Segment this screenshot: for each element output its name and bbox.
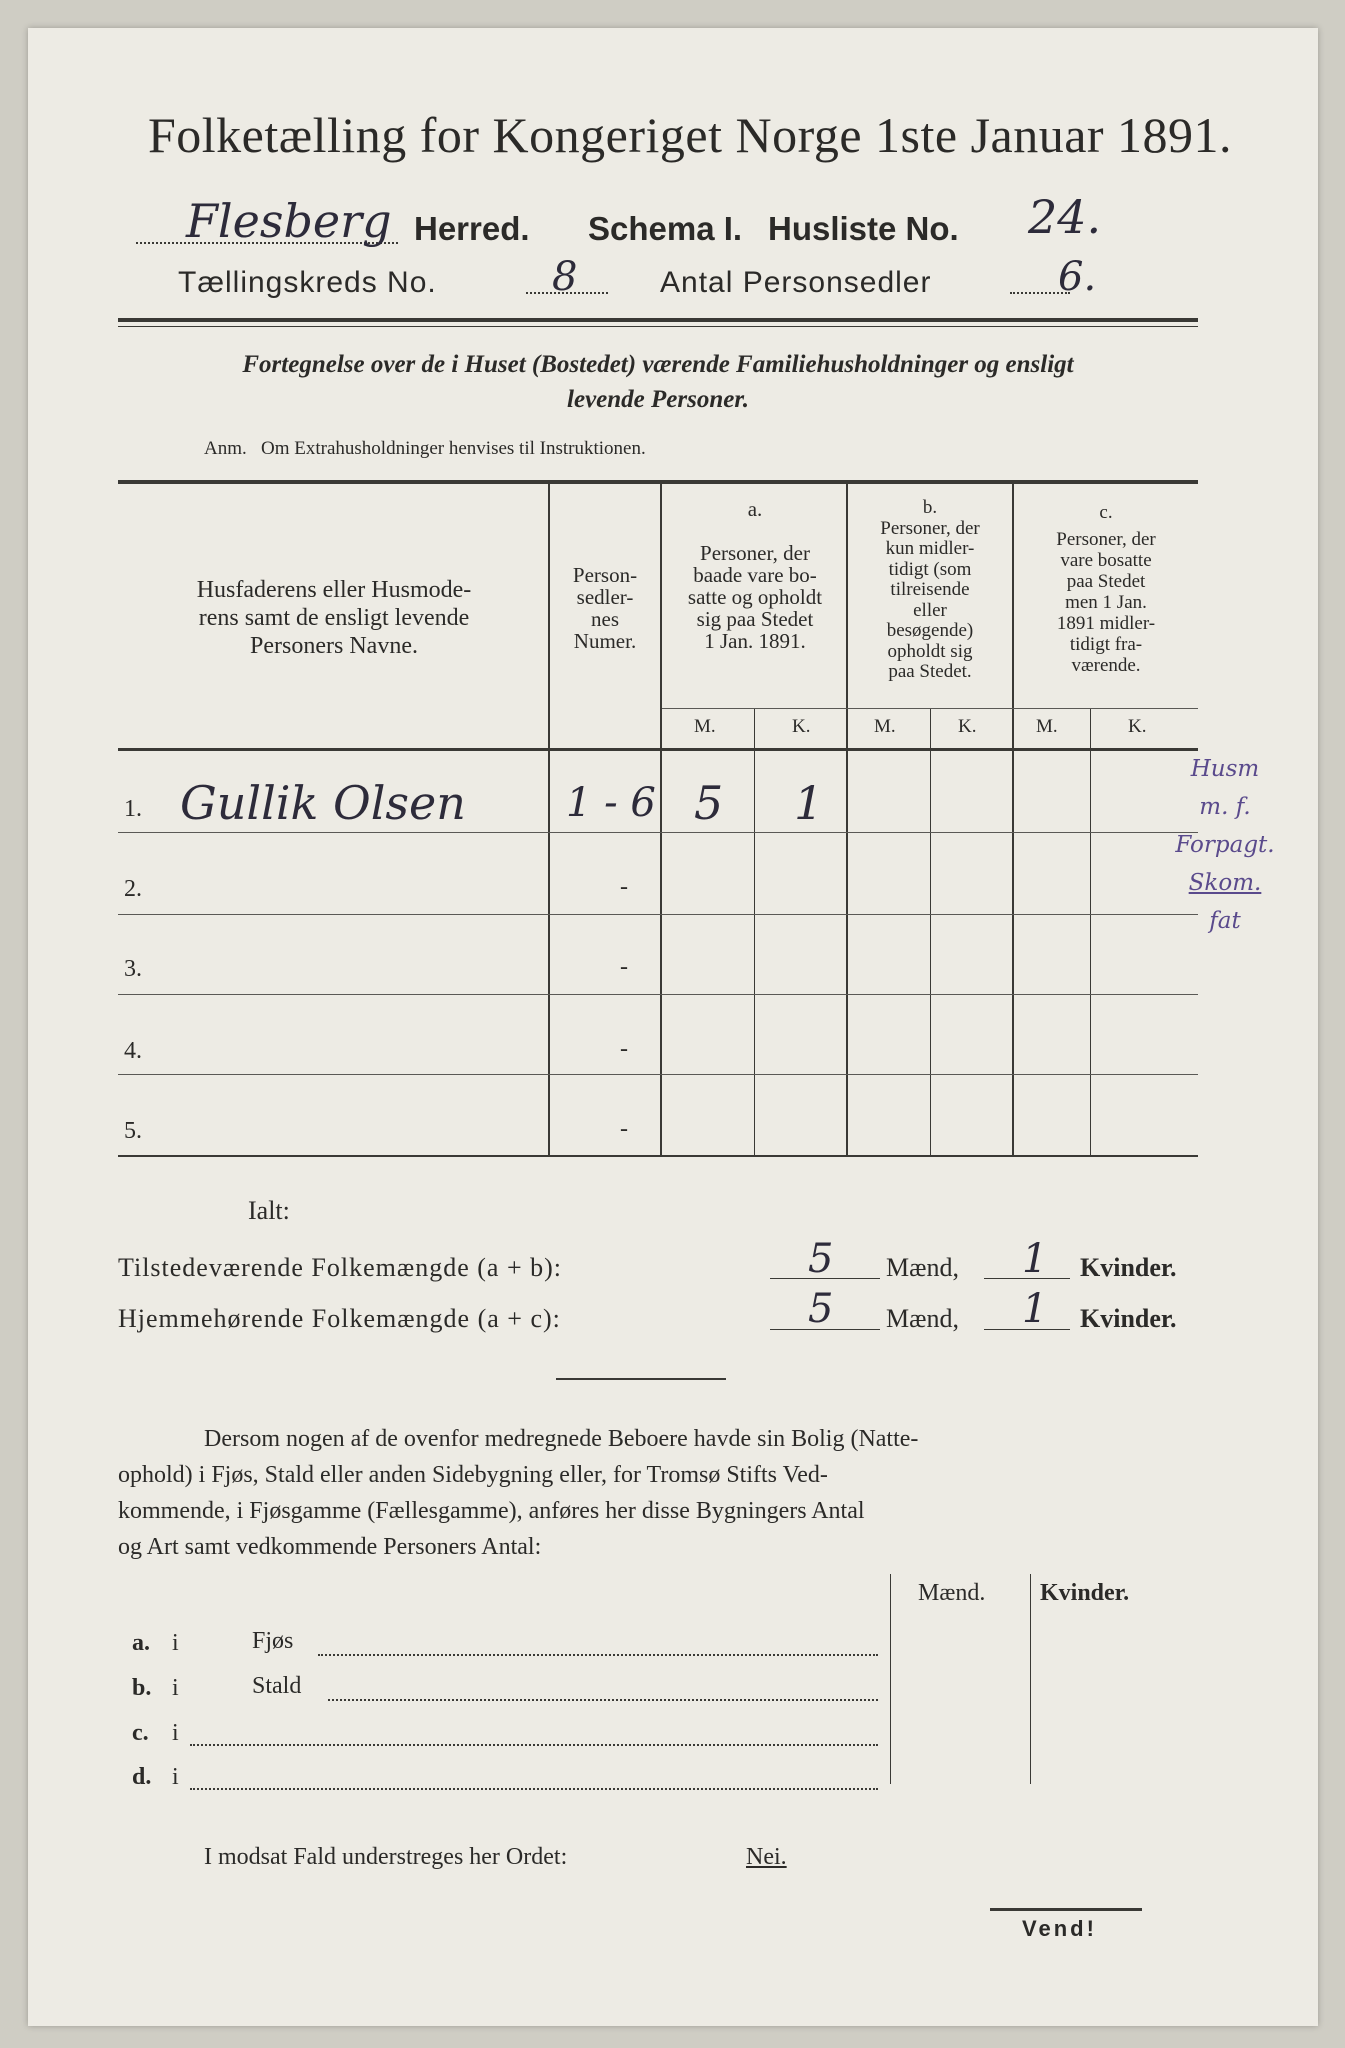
- row-number: 1.: [124, 796, 142, 822]
- col-name-line: Personers Navne.: [250, 633, 418, 659]
- intro-line-1: Fortegnelse over de i Huset (Bostedet) værende Familiehusholdninger og ensligt: [242, 351, 1074, 378]
- col-c-header: [1014, 502, 1198, 676]
- col-a-line: satte og opholdt: [687, 585, 823, 609]
- row-rule: [118, 832, 1198, 833]
- margin-note-line: Skom.: [1188, 870, 1262, 896]
- antal-value: 6.: [1058, 254, 1097, 300]
- col-divider-num: [660, 484, 662, 1155]
- mk-subheader-rule: [662, 708, 1198, 709]
- row-a-k: 1: [794, 776, 824, 830]
- husliste-value: 24.: [1028, 190, 1102, 244]
- c-k-label: K.: [1128, 716, 1147, 737]
- row-a-m: 5: [694, 776, 724, 830]
- row-rule: [118, 1074, 1198, 1075]
- col-b-line: besøgende): [886, 620, 974, 641]
- section-separator: [556, 1378, 726, 1380]
- tilstede-label: Tilstedeværende Folkemængde (a + b):: [118, 1253, 562, 1282]
- row-rule: [118, 994, 1198, 995]
- col-c-line: tidigt fra-: [1069, 634, 1143, 655]
- building-letter: c.: [132, 1720, 149, 1746]
- col-b-line: opholdt sig: [887, 640, 973, 662]
- table-bottom-rule: [118, 1155, 1198, 1157]
- row-sedler-number: 1 - 6: [566, 780, 656, 826]
- col-b-line: Personer, der: [880, 517, 980, 539]
- herred-value: Flesberg: [186, 194, 392, 248]
- col-b-line: tilreisende: [890, 579, 970, 600]
- building-letter: b.: [132, 1675, 152, 1701]
- vend-label: Vend!: [1022, 1916, 1097, 1941]
- schema-label: Schema I.: [588, 210, 743, 247]
- building-dots: [190, 1788, 878, 1790]
- hjemme-m-value: 5: [808, 1286, 834, 1332]
- row-sedler-number: -: [620, 874, 628, 900]
- col-a-header: [664, 498, 846, 652]
- row-number: 3.: [124, 956, 142, 982]
- tilstede-m-value: 5: [808, 1236, 834, 1282]
- building-i: i: [172, 1764, 179, 1790]
- col-num-line: Numer.: [573, 629, 637, 653]
- margin-note-line: fat: [1209, 908, 1241, 934]
- kvinder-label: Kvinder.: [1080, 1304, 1177, 1333]
- col-b-line: paa Stedet.: [888, 661, 972, 682]
- margin-note-line: m. f.: [1199, 794, 1251, 820]
- building-letter: d.: [132, 1764, 152, 1790]
- col-c-line: Personer, der: [1056, 529, 1156, 550]
- census-form-page: [28, 28, 1318, 2026]
- modsat-text: I modsat Fald understreges her Ordet:: [204, 1844, 568, 1870]
- row-sedler-number: -: [620, 1036, 628, 1062]
- col-num-line: Person-: [572, 563, 638, 587]
- kreds-label: Tællingskreds No.: [178, 266, 437, 299]
- col-b-line: eller: [913, 599, 947, 621]
- row-name: Gullik Olsen: [180, 776, 466, 830]
- paragraph-line: Dersom nogen af de ovenfor medregnede Beboere havde sin Bolig (Natte-: [204, 1426, 919, 1452]
- building-i: i: [172, 1675, 179, 1701]
- col-num-line: sedler-: [576, 585, 634, 609]
- margin-note-line: Forpagt.: [1175, 832, 1275, 858]
- herred-label: Herred.: [414, 210, 530, 247]
- building-i: i: [172, 1720, 179, 1746]
- intro-line-2: levende Personer.: [567, 386, 749, 413]
- table-top-rule: [118, 480, 1198, 484]
- building-dots: [318, 1654, 878, 1656]
- row-sedler-number: -: [620, 1116, 628, 1142]
- col-b-line: tidigt (som: [888, 558, 972, 580]
- paragraph-line: ophold) i Fjøs, Stald eller anden Sidebygning eller, for Tromsø Stifts Ved-: [118, 1462, 828, 1488]
- kvinder-label: Kvinder.: [1080, 1253, 1177, 1282]
- husliste-label: Husliste No.: [768, 210, 959, 247]
- building-dots: [328, 1699, 878, 1701]
- col-divider-b-mk: [930, 708, 931, 1155]
- col-c-line: men 1 Jan.: [1065, 592, 1147, 613]
- header-rule-thick: [118, 318, 1198, 322]
- c-m-label: M.: [1036, 716, 1058, 737]
- col-a-line: baade vare bo-: [693, 563, 817, 587]
- col-num-header: [550, 564, 660, 652]
- col-c-line: paa Stedet: [1066, 571, 1146, 592]
- form-title: Folketælling for Kongeriget Norge 1ste Januar 1891.: [147, 107, 1233, 163]
- col-c-letter: c.: [1099, 502, 1113, 523]
- header-rule-thin: [118, 326, 1198, 327]
- margin-note-line: Husm: [1190, 756, 1260, 782]
- b-m-label: M.: [874, 716, 896, 737]
- building-name: Stald: [252, 1673, 302, 1699]
- building-letter: a.: [132, 1630, 150, 1656]
- col-name-line: rens samt de ensligt levende: [198, 605, 470, 631]
- hjemme-k-value: 1: [1022, 1286, 1048, 1332]
- col-b-letter: b.: [922, 497, 938, 518]
- col-c-line: værende.: [1071, 655, 1141, 676]
- col-a-letter: a.: [747, 497, 763, 521]
- buildings-divider-left: [890, 1574, 891, 1784]
- col-c-line: 1891 midler-: [1056, 613, 1156, 634]
- maend-label: Mænd,: [886, 1253, 959, 1282]
- col-num-line: nes: [591, 607, 619, 631]
- b-k-label: K.: [958, 716, 977, 737]
- nei-word: Nei.: [746, 1844, 787, 1870]
- col-a-line: 1 Jan. 1891.: [704, 629, 806, 653]
- kreds-value: 8: [552, 254, 578, 300]
- margin-note: [1160, 750, 1290, 940]
- col-name-line: Husfaderens eller Husmode-: [196, 577, 472, 603]
- building-dots: [190, 1744, 878, 1746]
- antal-label: Antal Personsedler: [660, 266, 932, 299]
- row-number: 2.: [124, 876, 142, 902]
- row-rule: [118, 914, 1198, 915]
- hjemme-label: Hjemmehørende Folkemængde (a + c):: [118, 1304, 561, 1333]
- vend-rule: [990, 1908, 1142, 1911]
- maend-label: Mænd,: [886, 1304, 959, 1333]
- col-name-header: [124, 576, 544, 660]
- a-m-label: M.: [694, 716, 716, 737]
- anm-note: Anm. Om Extrahusholdninger henvises til Instruktionen.: [204, 438, 646, 459]
- building-name: Fjøs: [252, 1628, 294, 1654]
- buildings-col-maend: Mænd.: [918, 1580, 986, 1606]
- paragraph-line: og Art samt vedkommende Personers Antal:: [118, 1534, 542, 1560]
- col-a-line: Personer, der: [700, 541, 810, 565]
- col-divider-a-mk: [754, 708, 755, 1155]
- col-c-line: vare bosatte: [1060, 550, 1152, 571]
- row-number: 5.: [124, 1118, 142, 1144]
- col-divider-c-mk: [1090, 708, 1091, 1155]
- col-b-line: kun midler-: [885, 538, 975, 559]
- buildings-col-kvinder: Kvinder.: [1040, 1580, 1130, 1606]
- table-header-bottom-rule: [118, 748, 1198, 751]
- a-k-label: K.: [792, 716, 811, 737]
- paragraph-line: kommende, i Fjøsgamme (Fællesgamme), anføres her disse Bygningers Antal: [118, 1498, 865, 1524]
- building-i: i: [172, 1630, 179, 1656]
- col-a-line: sig paa Stedet: [696, 607, 814, 631]
- row-sedler-number: -: [620, 954, 628, 980]
- tilstede-k-value: 1: [1022, 1236, 1048, 1282]
- ialt-label: Ialt:: [248, 1196, 290, 1225]
- row-number: 4.: [124, 1038, 142, 1064]
- buildings-divider-right: [1030, 1574, 1031, 1784]
- col-b-header: [848, 498, 1012, 683]
